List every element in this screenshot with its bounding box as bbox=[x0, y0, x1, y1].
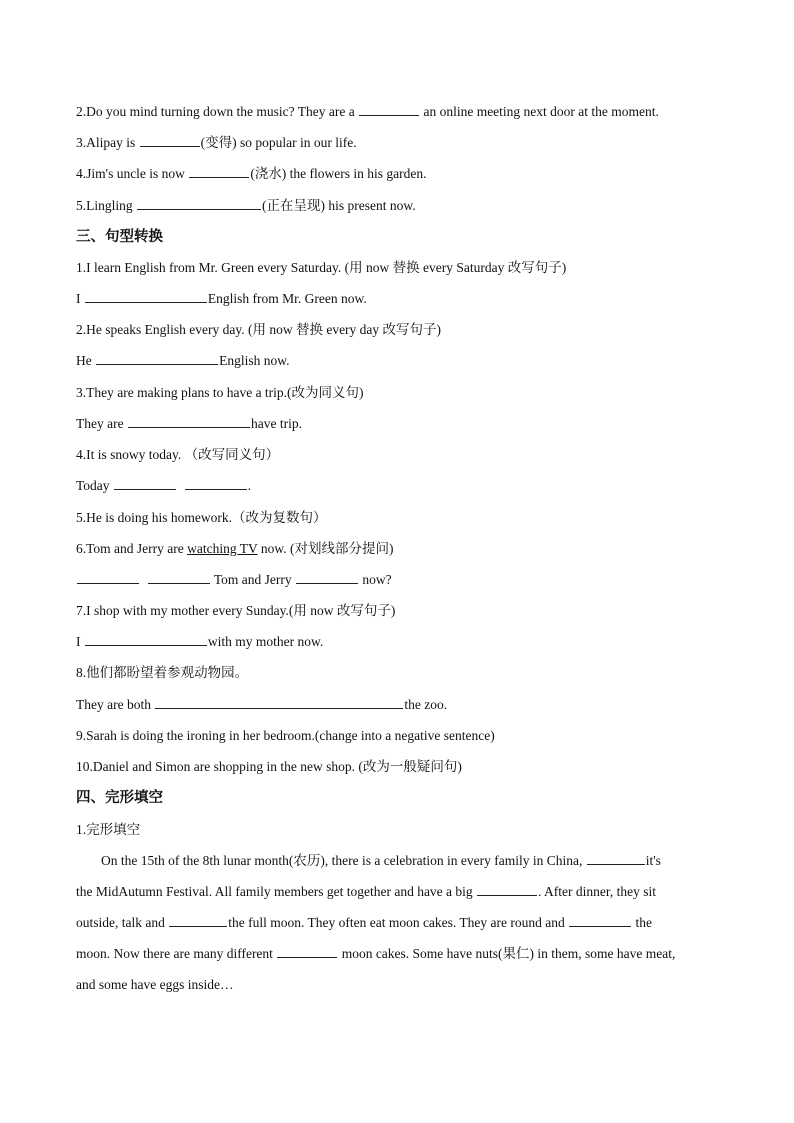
section-4-title: 四、完形填空 bbox=[76, 790, 163, 806]
text: Today bbox=[76, 478, 113, 493]
text: the zoo. bbox=[404, 697, 448, 712]
question-2-2 bbox=[76, 103, 659, 121]
answer-blank[interactable] bbox=[140, 134, 200, 147]
answer-blank[interactable] bbox=[296, 571, 358, 584]
text: now? bbox=[359, 572, 392, 587]
cloze-line-5: and some have eggs inside… bbox=[76, 977, 234, 992]
cloze-line-4 bbox=[76, 945, 675, 963]
text: moon cakes. Some have nuts(果仁) in them, some have meat, bbox=[338, 946, 676, 961]
answer-blank[interactable] bbox=[148, 571, 210, 584]
answer-blank[interactable] bbox=[77, 571, 139, 584]
answer-3-2 bbox=[76, 352, 290, 370]
text: They are both bbox=[76, 697, 155, 712]
answer-blank[interactable] bbox=[189, 165, 249, 178]
text: (变得) so popular in our life. bbox=[200, 135, 357, 150]
text: (正在呈现) his present now. bbox=[262, 198, 416, 213]
answer-blank[interactable] bbox=[587, 852, 645, 865]
text: He bbox=[76, 353, 96, 368]
text: with my mother now. bbox=[207, 634, 324, 649]
text: 2.Do you mind turning down the music? They are a bbox=[76, 104, 359, 119]
question-3-10: 10.Daniel and Simon are shopping in the new shop. (改为一般疑问句) bbox=[76, 759, 462, 774]
question-3-9: 9.Sarah is doing the ironing in her bedroom.(change into a negative sentence) bbox=[76, 728, 495, 743]
text: the full moon. They often eat moon cakes. They are round and bbox=[228, 915, 569, 930]
answer-blank[interactable] bbox=[96, 352, 218, 365]
answer-blank[interactable] bbox=[85, 633, 207, 646]
question-2-3 bbox=[76, 134, 357, 152]
section-3-title: 三、句型转换 bbox=[76, 229, 163, 245]
answer-3-3 bbox=[76, 415, 302, 433]
text: . bbox=[247, 478, 252, 493]
text: . After dinner, they sit bbox=[538, 884, 656, 899]
text: I bbox=[76, 291, 84, 306]
answer-blank[interactable] bbox=[477, 883, 537, 896]
text: outside, talk and bbox=[76, 915, 169, 930]
text: an online meeting next door at the moment. bbox=[420, 104, 659, 119]
question-3-8: 8.他们都盼望着参观动物园。 bbox=[76, 665, 249, 680]
answer-3-6 bbox=[76, 571, 392, 589]
answer-blank[interactable] bbox=[155, 696, 403, 709]
text: (浇水) the flowers in his garden. bbox=[250, 166, 427, 181]
cloze-line-2 bbox=[76, 883, 656, 901]
answer-blank[interactable] bbox=[85, 290, 207, 303]
question-2-4 bbox=[76, 165, 427, 183]
answer-blank[interactable] bbox=[277, 945, 337, 958]
answer-3-4 bbox=[76, 477, 251, 495]
text: now. (对划线部分提问) bbox=[257, 541, 394, 556]
answer-blank[interactable] bbox=[137, 197, 261, 210]
text: Tom and Jerry bbox=[210, 572, 296, 587]
answer-3-1 bbox=[76, 290, 367, 308]
answer-blank[interactable] bbox=[114, 477, 176, 490]
text: 4.Jim's uncle is now bbox=[76, 166, 189, 181]
text: English from Mr. Green now. bbox=[207, 291, 367, 306]
question-3-4: 4.It is snowy today. （改写同义句） bbox=[76, 447, 280, 462]
text: the bbox=[632, 915, 653, 930]
answer-blank[interactable] bbox=[169, 914, 227, 927]
question-3-5: 5.He is doing his homework.（改为复数句） bbox=[76, 510, 327, 525]
answer-blank[interactable] bbox=[128, 415, 250, 428]
text: 6.Tom and Jerry are bbox=[76, 541, 188, 556]
text: On the 15th of the 8th lunar month(农历), there is a celebration in every family in China, bbox=[101, 853, 586, 868]
question-3-3: 3.They are making plans to have a trip.(改为同义句) bbox=[76, 385, 364, 400]
cloze-subtitle: 1.完形填空 bbox=[76, 822, 141, 837]
text: 5.Lingling bbox=[76, 198, 136, 213]
text: 3.Alipay is bbox=[76, 135, 139, 150]
cloze-line-3 bbox=[76, 914, 652, 932]
text: English now. bbox=[219, 353, 290, 368]
answer-blank[interactable] bbox=[569, 914, 631, 927]
answer-3-7 bbox=[76, 633, 323, 651]
text: moon. Now there are many different bbox=[76, 946, 277, 961]
answer-3-8 bbox=[76, 696, 447, 714]
text: I bbox=[76, 634, 84, 649]
question-3-2: 2.He speaks English every day. (用 now 替换 every day 改写句子) bbox=[76, 322, 442, 337]
text: They are bbox=[76, 416, 127, 431]
underlined-phrase: watching TV bbox=[187, 541, 258, 556]
question-3-6 bbox=[76, 540, 394, 558]
text: it's bbox=[645, 853, 661, 868]
text: have trip. bbox=[250, 416, 302, 431]
question-3-7: 7.I shop with my mother every Sunday.(用 now 改写句子) bbox=[76, 603, 396, 618]
text: the MidAutumn Festival. All family members get together and have a big bbox=[76, 884, 477, 899]
question-2-5 bbox=[76, 197, 416, 215]
answer-blank[interactable] bbox=[185, 477, 247, 490]
question-3-1: 1.I learn English from Mr. Green every Saturday. (用 now 替换 every Saturday 改写句子) bbox=[76, 260, 567, 275]
cloze-line-1 bbox=[76, 852, 661, 870]
answer-blank[interactable] bbox=[359, 103, 419, 116]
